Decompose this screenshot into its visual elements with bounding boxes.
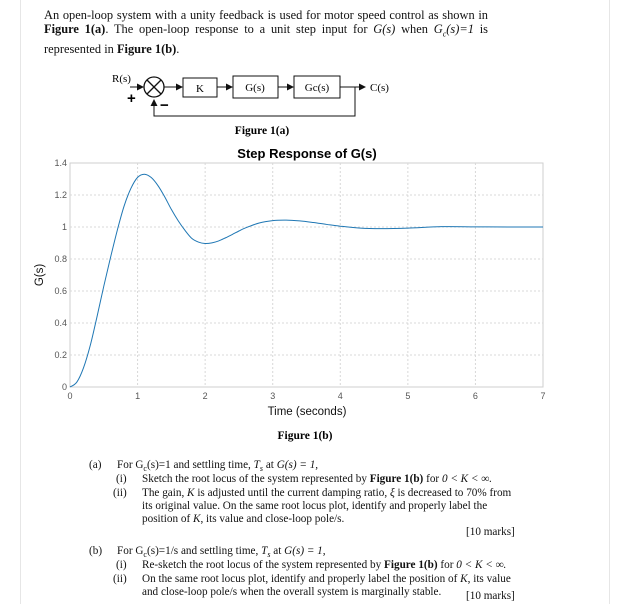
question-text: On the same root locus plot, identify and properly label the position of bbox=[142, 573, 461, 585]
y-tick-label: 0 bbox=[61, 382, 67, 392]
y-tick-label: 0.6 bbox=[54, 286, 67, 296]
question-a-i-label: (i) bbox=[116, 473, 127, 485]
input-label: R(s) bbox=[112, 73, 131, 85]
sub: s bbox=[259, 464, 264, 474]
question-text: , its value and close-loop pole/s. bbox=[200, 513, 345, 526]
question-text: , its value bbox=[467, 573, 511, 585]
k-symbol: K bbox=[192, 513, 201, 526]
question-b-ii-label: (ii) bbox=[113, 573, 127, 585]
step-response-chart bbox=[34, 146, 546, 442]
plus-sign: + bbox=[127, 90, 136, 107]
figure-1a-caption: Figure 1(a) bbox=[234, 125, 290, 137]
sub: s bbox=[267, 550, 271, 560]
sub: c bbox=[143, 464, 147, 474]
question-b-marks: [10 marks] bbox=[466, 590, 515, 602]
intro-text: is represented in bbox=[44, 22, 488, 57]
question-text: at bbox=[263, 459, 277, 471]
question-text: for bbox=[437, 559, 457, 571]
x-tick-label: 7 bbox=[540, 391, 546, 401]
gs: G(s) = 1, bbox=[284, 545, 326, 557]
plot-area bbox=[70, 163, 543, 387]
k-block-label: K bbox=[196, 83, 204, 95]
block-diagram bbox=[112, 73, 389, 137]
x-tick-label: 6 bbox=[472, 391, 478, 401]
question-text: position of bbox=[142, 513, 193, 526]
g-block-label: G(s) bbox=[245, 82, 265, 94]
question-b-ii-text bbox=[142, 573, 514, 599]
figure-1b-caption: Figure 1(b) bbox=[277, 430, 333, 442]
question-text: Re-sketch the root locus of the system represented by bbox=[142, 559, 385, 571]
y-tick-label: 1 bbox=[61, 222, 67, 232]
sub: c bbox=[143, 550, 147, 560]
question-text: The gain, bbox=[142, 487, 188, 499]
intro-text: . bbox=[176, 42, 180, 57]
y-tick-label: 1.2 bbox=[54, 190, 67, 200]
figure-ref: Figure 1(b) bbox=[384, 559, 438, 571]
figure-ref: Figure 1(a) bbox=[44, 22, 106, 37]
gs: G(s) = 1, bbox=[276, 459, 319, 471]
question-a-label: (a) bbox=[89, 459, 102, 471]
ts: T bbox=[261, 545, 268, 557]
question-text: its original value. On the same root locus plot, identify and properly label the bbox=[142, 500, 488, 513]
figure-ref: Figure 1(b) bbox=[369, 473, 424, 485]
intro-gc: G bbox=[433, 22, 443, 37]
question-b-i-text bbox=[142, 559, 522, 572]
x-tick-label: 3 bbox=[270, 391, 276, 401]
y-tick-label: 0.4 bbox=[54, 318, 67, 328]
question-text: and close-loop pole/s when the overall system is marginally stable. bbox=[142, 586, 442, 599]
k-symbol: K bbox=[460, 573, 468, 585]
y-axis-label: G(s) bbox=[34, 263, 46, 287]
range: 0 < K < ∞. bbox=[441, 473, 493, 485]
ts: T bbox=[253, 459, 260, 471]
k-symbol: K bbox=[187, 487, 195, 499]
intro-gs: G(s) bbox=[373, 22, 396, 37]
question-text: for bbox=[423, 473, 442, 485]
question-a-ii-text bbox=[142, 487, 514, 527]
x-tick-label: 1 bbox=[135, 391, 141, 401]
intro-text: . The open-loop response to a unit step input for bbox=[105, 22, 374, 37]
question-text: (s)=1 and settling time, bbox=[146, 459, 254, 471]
question-a-marks: [10 marks] bbox=[466, 526, 515, 538]
question-text: at bbox=[270, 545, 285, 557]
range: 0 < K < ∞. bbox=[456, 559, 507, 571]
intro-text: An open-loop system with a unity feedback is used for motor speed control as shown in bbox=[44, 8, 488, 22]
minus-sign: − bbox=[160, 97, 169, 114]
y-tick-label: 0.2 bbox=[54, 350, 67, 360]
gc-block-label: Gc(s) bbox=[304, 82, 330, 94]
summing-junction bbox=[144, 77, 164, 97]
y-tick-label: 1.4 bbox=[54, 158, 67, 168]
x-tick-label: 0 bbox=[67, 391, 73, 401]
output-label: C(s) bbox=[370, 82, 389, 94]
y-tick-label: 0.8 bbox=[54, 254, 67, 264]
question-b-label: (b) bbox=[89, 545, 103, 557]
question-b-i-label: (i) bbox=[116, 559, 127, 571]
question-text: For G bbox=[117, 459, 144, 471]
intro-text: when bbox=[395, 22, 434, 37]
x-tick-label: 5 bbox=[405, 391, 411, 401]
chart-title: Step Response of G(s) bbox=[237, 146, 377, 161]
x-tick-label: 4 bbox=[337, 391, 343, 401]
question-a-i-text bbox=[142, 473, 522, 486]
figure-ref: Figure 1(b) bbox=[116, 42, 177, 57]
zeta-symbol: ξ bbox=[389, 487, 395, 499]
question-text: is adjusted until the current damping ratio, bbox=[194, 487, 390, 499]
x-axis-label: Time (seconds) bbox=[267, 406, 347, 418]
intro-gc-tail: (s)=1 bbox=[446, 22, 474, 37]
question-text: For G bbox=[117, 545, 144, 557]
question-text: (s)=1/s and settling time, bbox=[146, 545, 262, 557]
question-text: Sketch the root locus of the system represented by bbox=[142, 473, 370, 485]
x-tick-label: 2 bbox=[202, 391, 208, 401]
question-a-ii-label: (ii) bbox=[113, 487, 127, 499]
intro-gc-sub: c bbox=[442, 29, 447, 39]
question-text: is decreased to 70% from bbox=[394, 487, 512, 499]
